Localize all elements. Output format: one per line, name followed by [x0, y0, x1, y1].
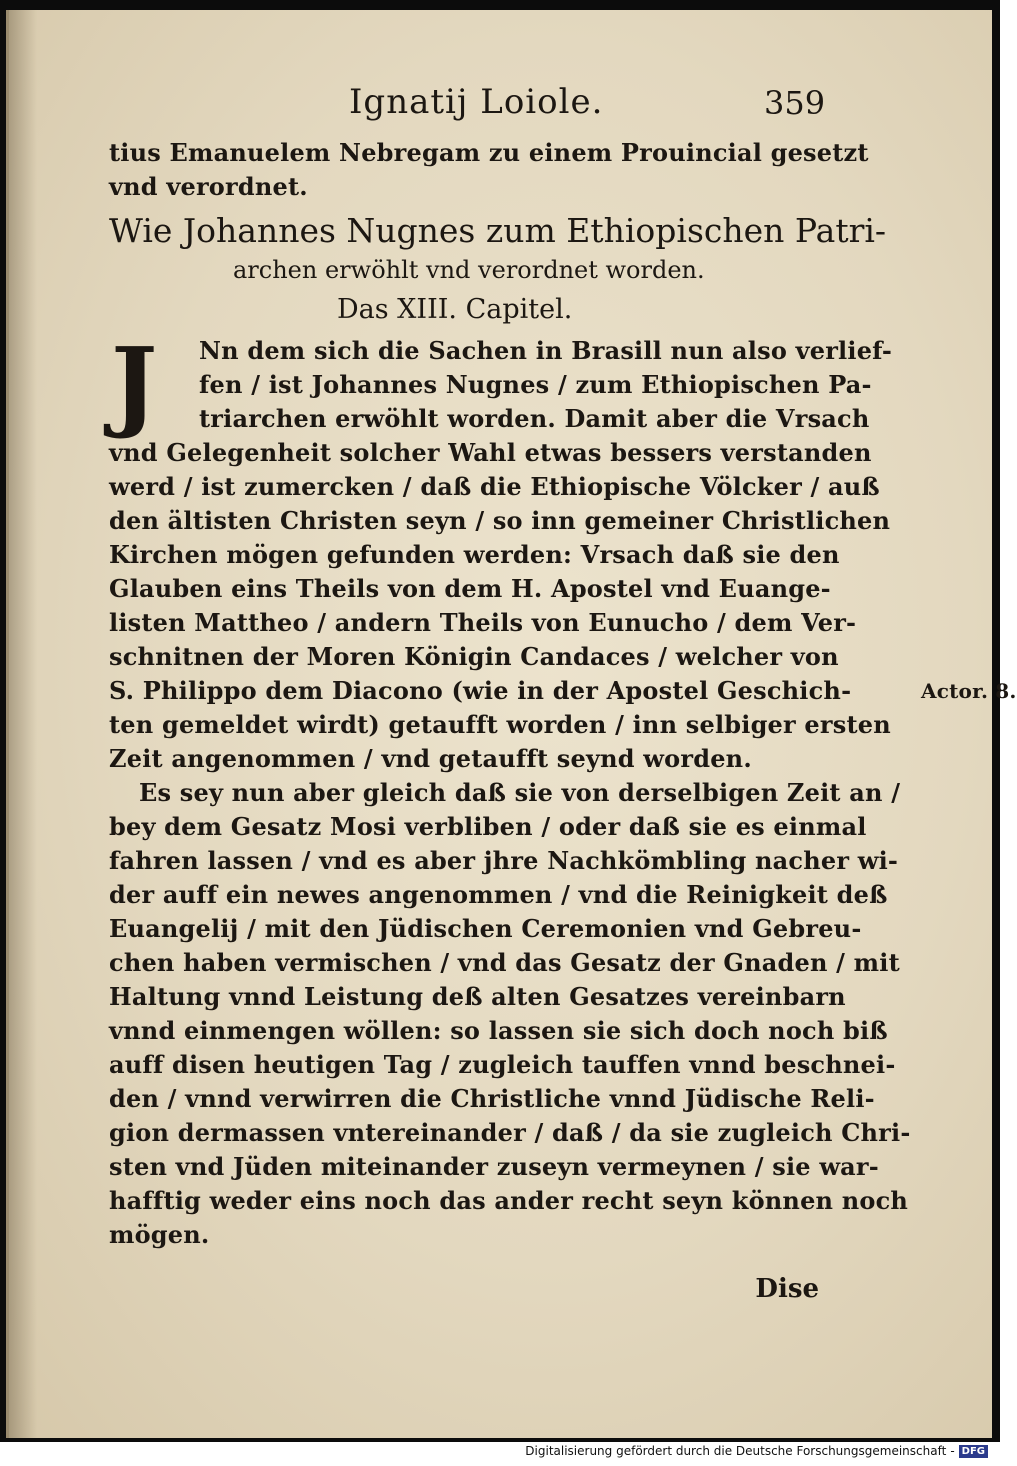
paragraph-2 [109, 776, 911, 1252]
text-line: gion dermassen vntereinander / daß / da sie zugleich Chri- [109, 1118, 911, 1147]
text-line: Glauben eins Theils von dem H. Apostel vnd Euange- [109, 574, 831, 603]
text-line: Nn dem sich die Sachen in Brasill nun also verlief- [199, 336, 892, 365]
book-page [6, 10, 1017, 1438]
text-line: listen Mattheo / andern Theils von Eunucho / dem Ver- [109, 608, 857, 637]
text-line: sten vnd Jüden miteinander zuseyn vermeynen / sie war- [109, 1152, 879, 1181]
text-line: werd / ist zumercken / daß die Ethiopische Völcker / auß [109, 472, 880, 501]
text-line: triarchen erwöhlt worden. Damit aber die Vrsach [199, 404, 870, 433]
text-line: mögen. [109, 1220, 210, 1249]
text-line: ten gemeldet wirdt) getaufft worden / inn selbiger ersten [109, 710, 891, 739]
text-line: S. Philippo dem Diacono (wie in der Apostel Geschich- [109, 676, 852, 705]
drop-cap-initial: J [111, 327, 158, 442]
text-line: vnnd einmengen wöllen: so lassen sie sich doch noch biß [109, 1016, 888, 1045]
text-line: vnd verordnet. [109, 172, 308, 201]
text-line: tius Emanuelem Nebregam zu einem Prouincial gesetzt [109, 138, 869, 167]
text-line: hafftig weder eins noch das ander recht seyn können noch [109, 1186, 909, 1215]
text-line: vnd Gelegenheit solcher Wahl etwas bessers verstanden [109, 438, 872, 467]
text-line: chen haben vermischen / vnd das Gesatz der Gnaden / mit [109, 948, 900, 977]
text-line: schnitnen der Moren Königin Candaces / welcher von [109, 642, 839, 671]
text-line: fen / ist Johannes Nugnes / zum Ethiopischen Pa- [199, 370, 872, 399]
funding-text: Digitalisierung gefördert durch die Deutsche Forschungsgemeinschaft [525, 1444, 947, 1458]
chapter-title: Das XIII. Capitel. [337, 294, 573, 325]
text-line: den / vnnd verwirren die Christliche vnnd Jüdische Reli- [109, 1084, 875, 1113]
continuation-text [109, 136, 869, 204]
section-heading [109, 208, 887, 286]
page-number: 359 [764, 84, 826, 122]
running-head [109, 80, 829, 136]
heading-line: archen erwöhlt vnd verordnet worden. [233, 256, 705, 284]
text-line: Kirchen mögen gefunden werden: Vrsach daß sie den [109, 540, 840, 569]
text-line: auff disen heutigen Tag / zugleich tauffen vnnd beschnei- [109, 1050, 896, 1079]
marginal-note: Actor. 8. [921, 679, 1017, 703]
text-line-with-note [109, 674, 1017, 708]
text-line: der auff ein newes angenommen / vnd die Reinigkeit deß [109, 880, 888, 909]
heading-line: Wie Johannes Nugnes zum Ethiopischen Patri- [109, 211, 887, 250]
text-block [109, 80, 1017, 1304]
text-line: Es sey nun aber gleich daß sie von derselbigen Zeit an / [139, 778, 901, 807]
paragraph-1 [109, 327, 1017, 776]
text-line: Euangelij / mit den Jüdischen Ceremonien vnd Gebreu- [109, 914, 862, 943]
dfg-logo: DFG [959, 1445, 988, 1458]
funding-footer: Digitalisierung gefördert durch die Deutsche Forschungsgemeinschaft - DFG [525, 1444, 988, 1458]
text-line: den ältisten Christen seyn / so inn gemeiner Christlichen [109, 506, 891, 535]
text-line: bey dem Gesatz Mosi verbliben / oder daß sie es einmal [109, 812, 867, 841]
running-head-title: Ignatij Loiole. [349, 82, 604, 122]
text-line: Haltung vnnd Leistung deß alten Gesatzes vereinbarn [109, 982, 846, 1011]
text-line: fahren lassen / vnd es aber jhre Nachkömbling nacher wi- [109, 846, 899, 875]
text-line: Zeit angenommen / vnd getaufft seynd worden. [109, 744, 752, 773]
catchword: Dise [755, 1274, 819, 1304]
